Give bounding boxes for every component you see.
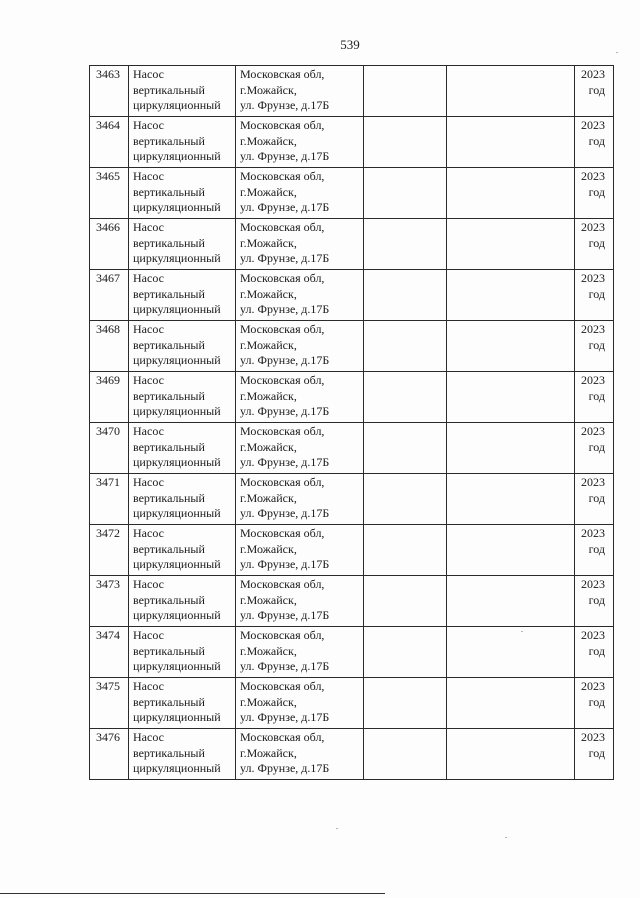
address-line: Московская обл,: [240, 271, 325, 285]
table-body: [90, 66, 614, 780]
year-line: 2023: [581, 373, 605, 387]
item-name-line: циркуляционный: [133, 659, 221, 673]
table-row: [90, 423, 614, 474]
item-name-cell: [129, 372, 236, 423]
address-line: Московская обл,: [240, 577, 325, 591]
table-row: [90, 525, 614, 576]
address-line: ул. Фрунзе, д.17Б: [240, 761, 330, 775]
item-name-line: вертикальный: [133, 388, 205, 403]
year-line: год: [588, 541, 605, 556]
scan-speck: [505, 837, 507, 838]
row-number: 3468: [96, 322, 120, 336]
address-line: ул. Фрунзе, д.17Б: [240, 557, 330, 571]
row-number-cell: [90, 372, 129, 423]
row-number: 3471: [96, 475, 120, 489]
address-line: Московская обл,: [240, 373, 325, 387]
item-name-line: Насос: [133, 424, 164, 438]
empty-cell: [447, 627, 575, 678]
year-line: 2023: [581, 628, 605, 642]
address-cell: [236, 576, 364, 627]
item-name-line: Насос: [133, 118, 164, 132]
scan-speck: [521, 631, 523, 632]
table-row: [90, 474, 614, 525]
row-number-cell: [90, 576, 129, 627]
table-row: [90, 627, 614, 678]
item-name-line: вертикальный: [133, 541, 205, 556]
address-cell: [236, 423, 364, 474]
empty-cell: [364, 474, 447, 525]
item-name-line: циркуляционный: [133, 608, 221, 622]
item-name-line: вертикальный: [133, 82, 205, 97]
row-number-cell: [90, 627, 129, 678]
address-cell: [236, 66, 364, 117]
table-row: [90, 270, 614, 321]
row-number: 3466: [96, 220, 120, 234]
item-name-cell: [129, 525, 236, 576]
address-line: Московская обл,: [240, 220, 325, 234]
year-cell: [575, 372, 614, 423]
row-number-cell: [90, 270, 129, 321]
address-line: Московская обл,: [240, 67, 325, 81]
item-name-line: циркуляционный: [133, 455, 221, 469]
address-line: г.Можайск,: [240, 439, 297, 454]
year-line: год: [588, 337, 605, 352]
address-line: г.Можайск,: [240, 745, 297, 760]
year-line: год: [588, 235, 605, 250]
row-number-cell: [90, 474, 129, 525]
row-number: 3472: [96, 526, 120, 540]
address-line: ул. Фрунзе, д.17Б: [240, 200, 330, 214]
address-line: ул. Фрунзе, д.17Б: [240, 455, 330, 469]
item-name-line: циркуляционный: [133, 251, 221, 265]
year-cell: [575, 219, 614, 270]
row-number: 3470: [96, 424, 120, 438]
row-number: 3475: [96, 679, 120, 693]
address-line: ул. Фрунзе, д.17Б: [240, 710, 330, 724]
year-cell: [575, 423, 614, 474]
address-line: ул. Фрунзе, д.17Б: [240, 302, 330, 316]
item-name-cell: [129, 66, 236, 117]
item-name-line: циркуляционный: [133, 302, 221, 316]
item-name-line: вертикальный: [133, 133, 205, 148]
item-name-line: Насос: [133, 271, 164, 285]
row-number-cell: [90, 525, 129, 576]
address-line: г.Можайск,: [240, 694, 297, 709]
table-row: [90, 219, 614, 270]
address-line: г.Можайск,: [240, 184, 297, 199]
row-number: 3474: [96, 628, 120, 642]
year-line: 2023: [581, 475, 605, 489]
year-line: 2023: [581, 220, 605, 234]
item-name-line: Насос: [133, 679, 164, 693]
year-line: 2023: [581, 424, 605, 438]
address-line: Московская обл,: [240, 475, 325, 489]
item-name-line: Насос: [133, 322, 164, 336]
address-line: г.Можайск,: [240, 133, 297, 148]
year-line: 2023: [581, 526, 605, 540]
address-cell: [236, 372, 364, 423]
year-cell: [575, 525, 614, 576]
item-name-line: вертикальный: [133, 337, 205, 352]
address-line: ул. Фрунзе, д.17Б: [240, 506, 330, 520]
row-number-cell: [90, 729, 129, 780]
year-cell: [575, 576, 614, 627]
item-name-line: вертикальный: [133, 184, 205, 199]
empty-cell: [364, 423, 447, 474]
row-number-cell: [90, 66, 129, 117]
empty-cell: [364, 525, 447, 576]
item-name-line: Насос: [133, 169, 164, 183]
address-line: г.Можайск,: [240, 592, 297, 607]
address-cell: [236, 627, 364, 678]
year-line: 2023: [581, 169, 605, 183]
year-line: год: [588, 286, 605, 301]
row-number: 3467: [96, 271, 120, 285]
item-name-cell: [129, 270, 236, 321]
address-line: г.Можайск,: [240, 643, 297, 658]
year-line: год: [588, 490, 605, 505]
empty-cell: [447, 219, 575, 270]
empty-cell: [447, 729, 575, 780]
address-line: Московская обл,: [240, 679, 325, 693]
row-number: 3476: [96, 730, 120, 744]
item-name-line: циркуляционный: [133, 710, 221, 724]
empty-cell: [364, 270, 447, 321]
item-name-cell: [129, 117, 236, 168]
row-number-cell: [90, 321, 129, 372]
scan-edge-line: [0, 893, 385, 894]
item-name-line: циркуляционный: [133, 149, 221, 163]
year-line: 2023: [581, 577, 605, 591]
year-line: 2023: [581, 67, 605, 81]
empty-cell: [447, 270, 575, 321]
year-cell: [575, 678, 614, 729]
address-line: ул. Фрунзе, д.17Б: [240, 404, 330, 418]
item-name-line: циркуляционный: [133, 200, 221, 214]
year-line: год: [588, 184, 605, 199]
address-line: г.Можайск,: [240, 541, 297, 556]
table-row: [90, 117, 614, 168]
item-name-line: вертикальный: [133, 592, 205, 607]
year-line: год: [588, 694, 605, 709]
address-line: Московская обл,: [240, 730, 325, 744]
table-row: [90, 372, 614, 423]
year-cell: [575, 168, 614, 219]
inventory-table: [89, 65, 614, 780]
item-name-line: циркуляционный: [133, 98, 221, 112]
item-name-line: вертикальный: [133, 643, 205, 658]
year-cell: [575, 627, 614, 678]
empty-cell: [447, 576, 575, 627]
item-name-line: вертикальный: [133, 694, 205, 709]
address-cell: [236, 525, 364, 576]
address-line: Московская обл,: [240, 322, 325, 336]
scan-speck: [616, 52, 618, 53]
item-name-cell: [129, 729, 236, 780]
empty-cell: [447, 321, 575, 372]
address-line: ул. Фрунзе, д.17Б: [240, 98, 330, 112]
empty-cell: [447, 423, 575, 474]
address-line: Московская обл,: [240, 424, 325, 438]
row-number: 3465: [96, 169, 120, 183]
year-cell: [575, 66, 614, 117]
row-number-cell: [90, 168, 129, 219]
row-number-cell: [90, 678, 129, 729]
item-name-line: Насос: [133, 628, 164, 642]
row-number: 3473: [96, 577, 120, 591]
empty-cell: [364, 219, 447, 270]
table-row: [90, 66, 614, 117]
table-row: [90, 321, 614, 372]
address-line: Московская обл,: [240, 628, 325, 642]
year-line: 2023: [581, 730, 605, 744]
empty-cell: [447, 117, 575, 168]
row-number: 3463: [96, 67, 120, 81]
address-line: г.Можайск,: [240, 490, 297, 505]
year-line: 2023: [581, 271, 605, 285]
year-line: год: [588, 643, 605, 658]
address-line: Московская обл,: [240, 526, 325, 540]
address-line: ул. Фрунзе, д.17Б: [240, 251, 330, 265]
year-cell: [575, 729, 614, 780]
empty-cell: [447, 678, 575, 729]
item-name-line: вертикальный: [133, 439, 205, 454]
table-row: [90, 678, 614, 729]
item-name-line: вертикальный: [133, 235, 205, 250]
item-name-cell: [129, 423, 236, 474]
year-line: год: [588, 82, 605, 97]
item-name-line: Насос: [133, 220, 164, 234]
address-cell: [236, 678, 364, 729]
empty-cell: [364, 66, 447, 117]
item-name-line: Насос: [133, 373, 164, 387]
empty-cell: [447, 66, 575, 117]
item-name-line: циркуляционный: [133, 353, 221, 367]
item-name-line: циркуляционный: [133, 557, 221, 571]
item-name-line: циркуляционный: [133, 761, 221, 775]
empty-cell: [447, 372, 575, 423]
address-cell: [236, 729, 364, 780]
scan-speck: [336, 828, 338, 829]
year-line: год: [588, 745, 605, 760]
address-line: г.Можайск,: [240, 235, 297, 250]
address-line: Московская обл,: [240, 118, 325, 132]
address-cell: [236, 168, 364, 219]
row-number-cell: [90, 219, 129, 270]
address-line: Московская обл,: [240, 169, 325, 183]
year-cell: [575, 321, 614, 372]
year-cell: [575, 117, 614, 168]
address-cell: [236, 117, 364, 168]
address-line: г.Можайск,: [240, 337, 297, 352]
empty-cell: [364, 117, 447, 168]
year-line: год: [588, 133, 605, 148]
table-row: [90, 576, 614, 627]
year-line: 2023: [581, 322, 605, 336]
row-number-cell: [90, 423, 129, 474]
empty-cell: [364, 372, 447, 423]
row-number: 3469: [96, 373, 120, 387]
item-name-cell: [129, 576, 236, 627]
item-name-line: циркуляционный: [133, 506, 221, 520]
year-line: год: [588, 439, 605, 454]
page-number: 539: [340, 37, 360, 52]
item-name-cell: [129, 321, 236, 372]
address-line: г.Можайск,: [240, 388, 297, 403]
item-name-line: вертикальный: [133, 286, 205, 301]
empty-cell: [447, 525, 575, 576]
item-name-line: Насос: [133, 526, 164, 540]
empty-cell: [364, 729, 447, 780]
item-name-line: Насос: [133, 730, 164, 744]
empty-cell: [364, 627, 447, 678]
year-line: 2023: [581, 679, 605, 693]
empty-cell: [364, 168, 447, 219]
table-row: [90, 729, 614, 780]
address-cell: [236, 219, 364, 270]
year-cell: [575, 474, 614, 525]
year-line: год: [588, 388, 605, 403]
address-line: ул. Фрунзе, д.17Б: [240, 149, 330, 163]
year-line: 2023: [581, 118, 605, 132]
row-number: 3464: [96, 118, 120, 132]
item-name-cell: [129, 219, 236, 270]
row-number-cell: [90, 117, 129, 168]
item-name-line: вертикальный: [133, 745, 205, 760]
table-row: [90, 168, 614, 219]
empty-cell: [447, 168, 575, 219]
address-line: г.Можайск,: [240, 286, 297, 301]
address-line: г.Можайск,: [240, 82, 297, 97]
year-line: год: [588, 592, 605, 607]
empty-cell: [364, 576, 447, 627]
item-name-line: циркуляционный: [133, 404, 221, 418]
address-cell: [236, 270, 364, 321]
empty-cell: [364, 678, 447, 729]
item-name-cell: [129, 678, 236, 729]
item-name-line: вертикальный: [133, 490, 205, 505]
address-line: ул. Фрунзе, д.17Б: [240, 608, 330, 622]
address-line: ул. Фрунзе, д.17Б: [240, 659, 330, 673]
item-name-cell: [129, 474, 236, 525]
item-name-line: Насос: [133, 577, 164, 591]
address-cell: [236, 321, 364, 372]
item-name-cell: [129, 627, 236, 678]
empty-cell: [364, 321, 447, 372]
item-name-line: Насос: [133, 475, 164, 489]
empty-cell: [447, 474, 575, 525]
item-name-line: Насос: [133, 67, 164, 81]
item-name-cell: [129, 168, 236, 219]
address-line: ул. Фрунзе, д.17Б: [240, 353, 330, 367]
address-cell: [236, 474, 364, 525]
year-cell: [575, 270, 614, 321]
